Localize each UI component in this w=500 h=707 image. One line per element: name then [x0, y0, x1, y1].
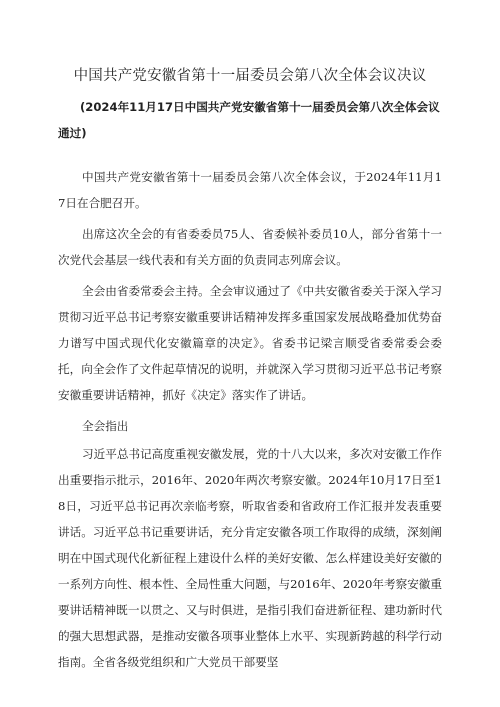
document-body: [58, 164, 442, 680]
document-title: 中国共产党安徽省第十一届委员会第八次全体会议决议: [73, 68, 427, 84]
paragraph-attendees: 出席这次全会的有省委委员75人、省委候补委员10人，部分省第十一次党代会基层一线代表和有关方面的负责同志列席会议。: [58, 227, 442, 267]
paragraph-proceedings: 全会由省委常委会主持。全会审议通过了《中共安徽省委关于深入学习贯彻习近平总书记考察安徽重要讲话精神发挥多重国家发展战略叠加优势奋力谱写中国式现代化安徽篇章的决定》。省委书记梁言顺受省委常委会委托，向全会作了文件起草情况的说明，并就深入学习贯彻习近平总书记考察安徽重要讲话精神，抓好《决定》落实作了讲话。: [58, 284, 442, 402]
paragraph-main-content: 习近平总书记高度重视安徽发展，党的十八大以来，多次对安徽工作作出重要指示批示，2016年、2020年两次考察安徽。2024年10月17日至18日，习近平总书记再次亲临考察，听取省委和省政府工作汇报并发表重要讲话。习近平总书记重要讲话，充分肯定安徽各项工作取得的成绩，深刻阐明在中国式现代化新征程上建设什么样的美好安徽、怎么样建设美好安徽的一系列方向性、根本性、全局性重大问题，与2016年、2020年考察安徽重要讲话精神既一以贯之、又与时俱进，是指引我们奋进新征程、建功新时代的强大思想武器，是推动安徽各项事业整体上水平、实现新跨越的科学行动指南。全省各级党组织和广大党员干部要坚: [58, 447, 442, 669]
document-subtitle: (2024年11月17日中国共产党安徽省第十一届委员会第八次全体会议通过): [58, 100, 440, 140]
paragraph-section-heading: 全会指出: [82, 419, 129, 433]
paragraph-meeting-time: 中国共产党安徽省第十一届委员会第八次全体会议，于2024年11月17日在合肥召开。: [58, 170, 442, 210]
